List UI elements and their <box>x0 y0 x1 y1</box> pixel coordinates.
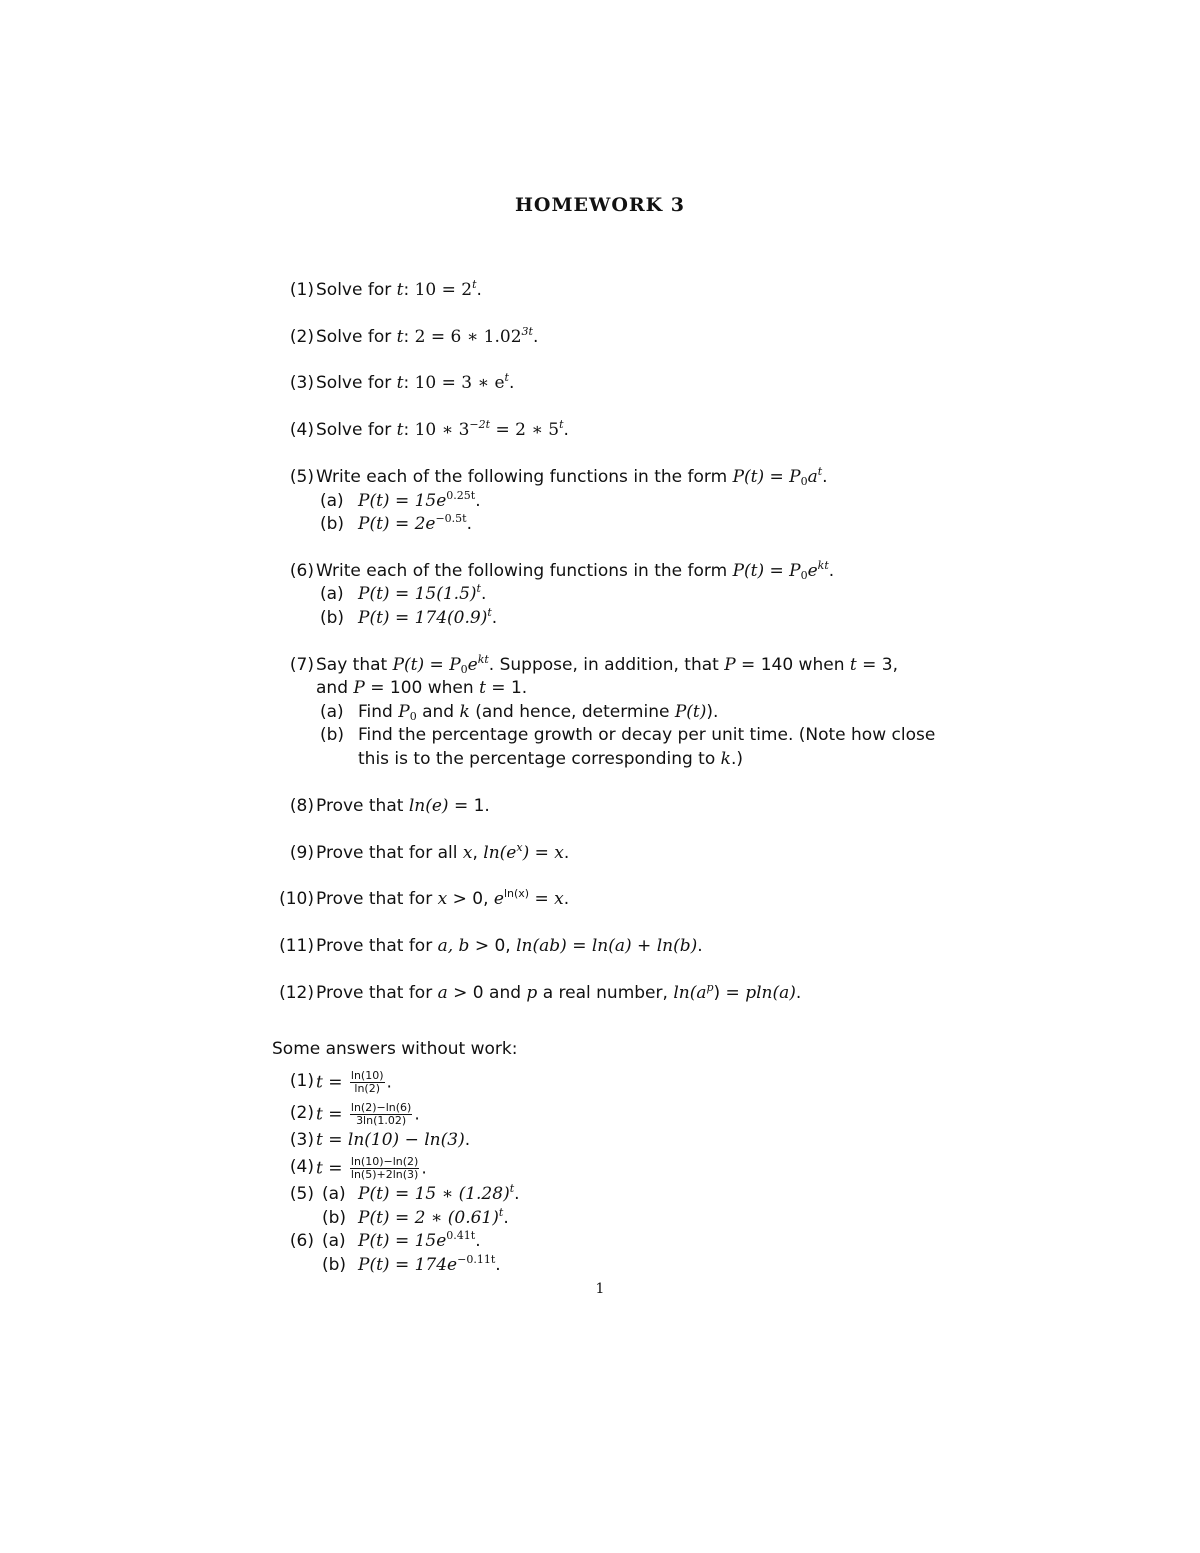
problem-text: Prove that for all x, $\ln(e^x) = x$. <box>316 841 570 863</box>
problem-6b <box>320 606 498 629</box>
part-text: $P(t) = 2e^{-0.5t}$. <box>358 512 473 534</box>
problem-text: Solve for t: 2 = 6 ∗ $1.02^{3t}$. <box>316 325 539 347</box>
answer-text: $P(t) = 15e^{0.41t}$. <box>358 1229 481 1251</box>
page-title: HOMEWORK 3 <box>514 194 686 216</box>
problem-number: (10) <box>279 889 314 909</box>
problem-text: Write each of the following functions in the form $P(t) = P_0e^{kt}$. <box>316 559 835 582</box>
page-number: 1 <box>595 1281 605 1297</box>
problem-number: (2) <box>289 327 314 347</box>
problem-number: (11) <box>279 936 314 956</box>
problem-7b <box>320 724 936 746</box>
problem-text: Prove that for x > 0, $e^{ln(x)} = x$. <box>316 887 570 909</box>
answer-number: (6) <box>289 1231 314 1251</box>
problem-7a <box>320 701 719 723</box>
problem-5a <box>320 489 481 512</box>
part-text: Find the percentage growth or decay per unit time. (Note how close <box>358 725 936 745</box>
part-label: (b) <box>320 608 345 628</box>
problem-text: Prove that for a, b > 0, ln(ab) = ln(a) + ln(b). <box>316 936 703 956</box>
part-label: (a) <box>322 1231 346 1251</box>
answer-text: t = $\frac{\ln(10)}{\ln(2)}$ . <box>316 1069 392 1095</box>
answer-text: P(t) = 15 ∗ $(1.28)^t$. <box>358 1182 520 1204</box>
problem-text: Write each of the following functions in the form $P(t) = P_0a^t$. <box>316 465 828 488</box>
problem-text: Solve for t: $10 = 2^t$. <box>316 278 482 300</box>
answer-text: t = $\frac{\ln(2)-\ln(6)}{3\ln(1.02)}$ . <box>316 1101 420 1127</box>
fraction: $\frac{\ln(2)-\ln(6)}{3\ln(1.02)}$ <box>350 1101 412 1127</box>
problem-number: (9) <box>289 843 314 863</box>
part-label: (b) <box>322 1255 347 1275</box>
fraction: $\frac{\ln(10)-\ln(2)}{\ln(5)+2\ln(3)}$ <box>350 1155 419 1181</box>
problem-number: (5) <box>289 467 314 487</box>
problem-number: (8) <box>289 796 314 816</box>
answer-number: (2) <box>289 1103 314 1123</box>
part-text: $P(t) = 174(0.9)^t$. <box>358 606 498 628</box>
problem-6a <box>320 582 487 605</box>
part-text: Find $P_0$ and k (and hence, determine P(t)). <box>358 702 719 723</box>
part-label: (b) <box>320 514 345 534</box>
part-label: (a) <box>322 1184 346 1204</box>
answer-number: (3) <box>289 1130 314 1150</box>
part-label: (a) <box>320 702 344 722</box>
problem-7-line2: and P = 100 when t = 1. <box>316 678 528 698</box>
answer-text: t = $\frac{\ln(10)-\ln(2)}{\ln(5)+2\ln(3)}$ . <box>316 1155 427 1181</box>
part-text: $P(t) = 15e^{0.25t}$. <box>358 489 481 511</box>
answer-number: (5) <box>289 1184 314 1204</box>
problem-text: Say that $P(t) = P_0e^{kt}$. Suppose, in addition, that P = 140 when t = 3, <box>316 653 898 676</box>
problem-number: (12) <box>279 983 314 1003</box>
answers-heading: Some answers without work: <box>272 1039 518 1059</box>
answer-text: $P(t) = 174e^{-0.11t}$. <box>358 1253 501 1275</box>
problem-number: (6) <box>289 561 314 581</box>
part-text: $P(t) = 15(1.5)^t$. <box>358 582 487 604</box>
answer-text: t = ln(10) − ln(3). <box>316 1130 471 1150</box>
answer-number: (1) <box>289 1071 314 1091</box>
problem-text: Prove that ln(e) = 1. <box>316 796 490 816</box>
problem-number: (3) <box>289 373 314 393</box>
problem-number: (7) <box>289 655 314 675</box>
part-label: (b) <box>322 1208 347 1228</box>
answer-text: P(t) = 2 ∗ $(0.61)^t$. <box>358 1206 509 1228</box>
part-label: (a) <box>320 584 344 604</box>
fraction: $\frac{\ln(10)}{\ln(2)}$ <box>350 1069 384 1095</box>
answer-number: (4) <box>289 1157 314 1177</box>
part-label: (b) <box>320 725 345 745</box>
problem-text: Solve for t: 10 ∗ $3^{-2t} = 2$ ∗ 5$^t$. <box>316 418 569 440</box>
problem-text: Solve for t: 10 = 3 ∗ $e^t$. <box>316 371 515 393</box>
problem-text: Prove that for a > 0 and p a real number, $\ln(a^p) = pln(a)$. <box>316 981 802 1003</box>
problem-number: (4) <box>289 420 314 440</box>
problem-7b-line2: this is to the percentage corresponding to k.) <box>358 749 744 769</box>
part-label: (a) <box>320 491 344 511</box>
problem-5b <box>320 512 473 535</box>
problem-number: (1) <box>289 280 314 300</box>
